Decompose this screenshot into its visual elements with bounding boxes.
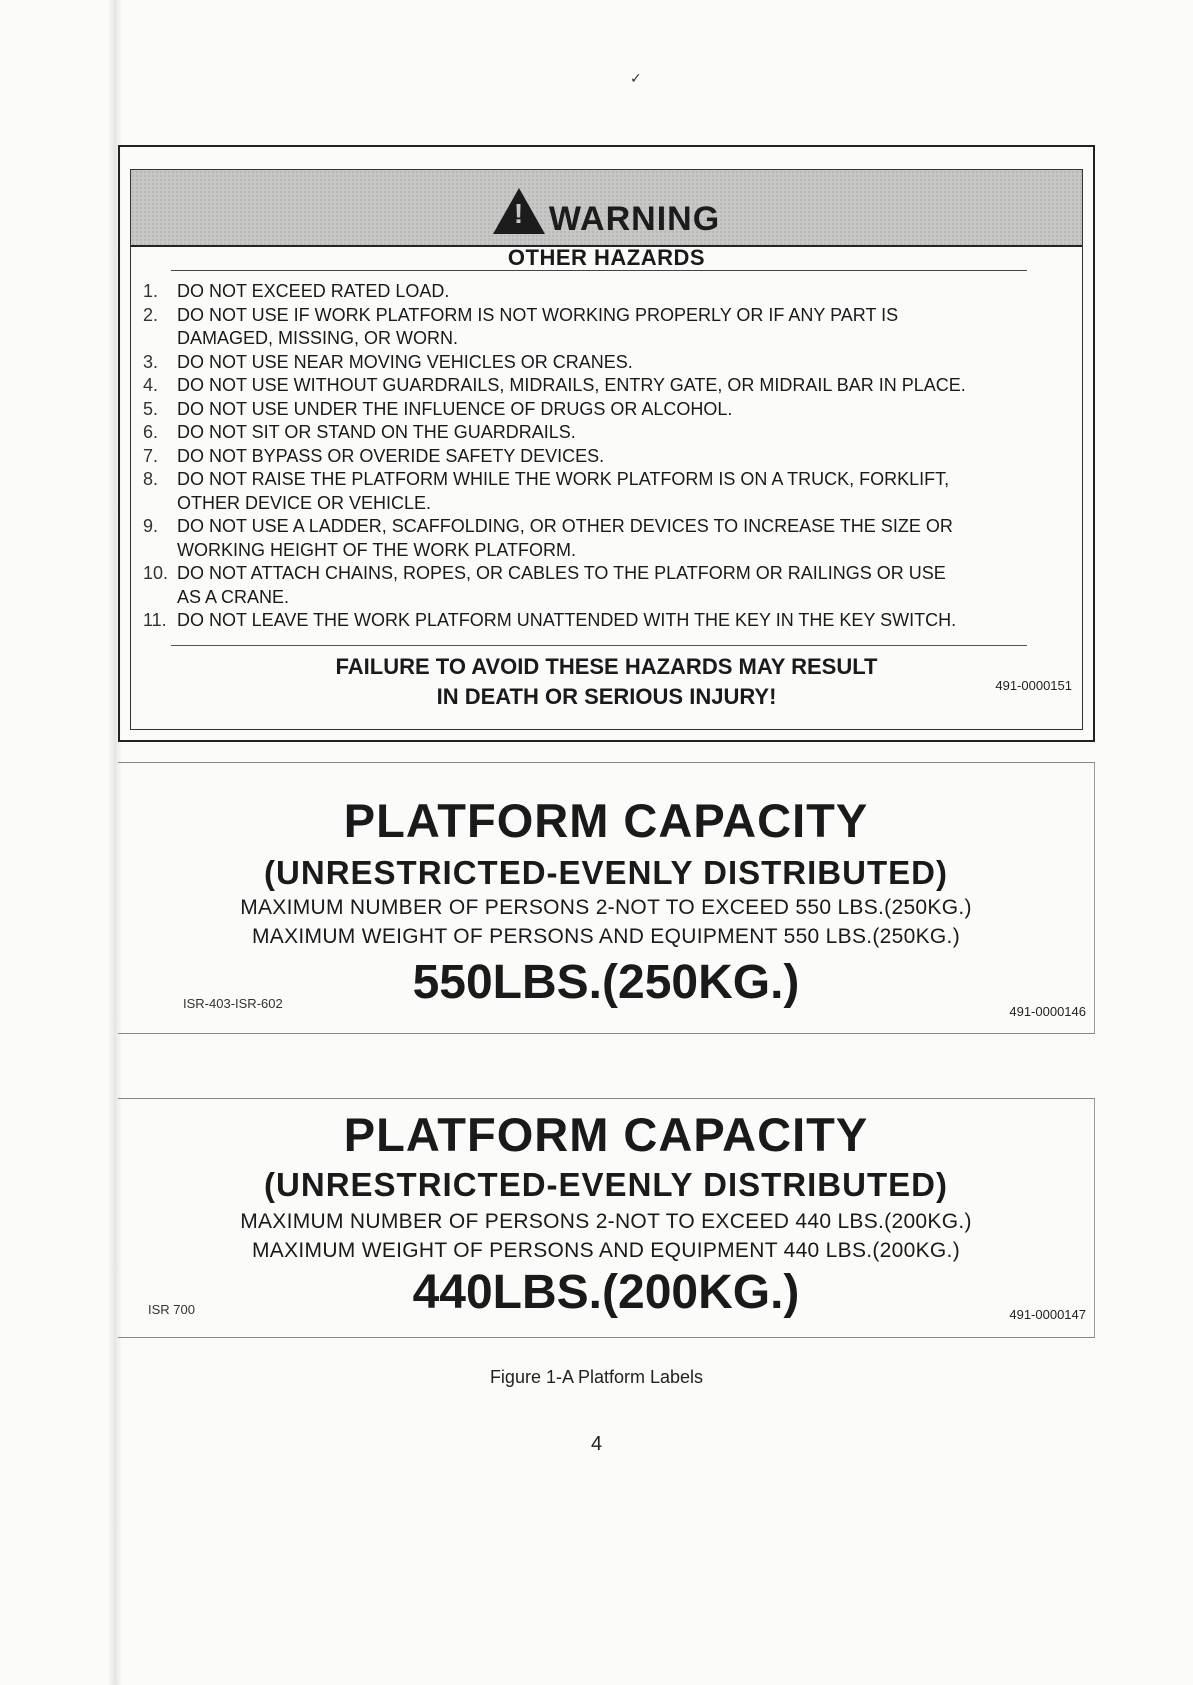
hazard-text: DO NOT ATTACH CHAINS, ROPES, OR CABLES TO THE PLATFORM OR RAILINGS OR USE [177, 563, 946, 583]
capacity-title: PLATFORM CAPACITY [343, 1108, 869, 1161]
capacity-label-550 [118, 762, 1095, 1034]
figure-caption: Figure 1-A Platform Labels [489, 1367, 704, 1387]
capacity-rating: 550LBS.(250KG.) [412, 956, 800, 1009]
scan-mark: ✓ [630, 70, 642, 86]
hazard-number: 8. [143, 469, 159, 489]
hazards-list [143, 280, 1052, 633]
capacity-part-number: 491-0000146 [1009, 1004, 1086, 1019]
hazard-item [143, 492, 1052, 516]
hazard-text: DO NOT USE UNDER THE INFLUENCE OF DRUGS OR ALCOHOL. [177, 398, 733, 419]
hazard-text: DO NOT EXCEED RATED LOAD. [177, 281, 450, 301]
page-number: 4 [590, 1433, 603, 1455]
hazard-number: 11. [143, 610, 167, 630]
hazard-text: OTHER DEVICE OR VEHICLE. [177, 492, 432, 513]
hazard-number [143, 586, 177, 610]
hazard-item [143, 421, 1052, 445]
hazard-item [143, 515, 1052, 539]
capacity-subtitle: (UNRESTRICTED-EVENLY DISTRIBUTED) [264, 854, 948, 891]
failure-warning [131, 652, 1082, 712]
capacity-model-code: ISR-403-ISR-602 [183, 996, 283, 1011]
hazard-text: DO NOT SIT OR STAND ON THE GUARDRAILS. [177, 422, 576, 442]
capacity-label-440 [118, 1098, 1095, 1338]
hazard-text: DO NOT BYPASS OR OVERIDE SAFETY DEVICES. [177, 445, 605, 466]
hazard-item [143, 468, 1052, 492]
warning-part-number: 491-0000151 [995, 678, 1072, 693]
capacity-model-code: ISR 700 [148, 1302, 195, 1317]
failure-warning-line2: IN DEATH OR SERIOUS INJURY! [436, 684, 777, 709]
hazard-number: 3. [143, 351, 159, 372]
capacity-title: PLATFORM CAPACITY [343, 794, 869, 847]
warning-banner-heading [131, 188, 1082, 239]
hazard-number: 7. [143, 445, 159, 466]
hazard-number: 9. [143, 516, 159, 536]
warning-banner [131, 170, 1082, 247]
hazard-text: DO NOT USE WITHOUT GUARDRAILS, MIDRAILS, ENTRY GATE, OR MIDRAIL BAR IN PLACE. [177, 375, 966, 395]
warning-label [118, 145, 1095, 742]
hazard-number: 4. [143, 375, 159, 395]
capacity-subtitle: (UNRESTRICTED-EVENLY DISTRIBUTED) [264, 1166, 948, 1203]
hazard-item [143, 398, 1052, 422]
hazard-text: DO NOT USE NEAR MOVING VEHICLES OR CRANES. [177, 351, 633, 372]
capacity-max-weight: MAXIMUM WEIGHT OF PERSONS AND EQUIPMENT 440 LBS.(200KG.) [251, 1239, 960, 1262]
hazard-number [143, 327, 177, 351]
hazard-item [143, 374, 1052, 398]
capacity-max-persons: MAXIMUM NUMBER OF PERSONS 2-NOT TO EXCEED 550 LBS.(250KG.) [240, 896, 972, 919]
hazard-item [143, 586, 1052, 610]
hazards-heading: OTHER HAZARDS [507, 245, 706, 270]
warning-word: WARNING [548, 200, 721, 238]
hazard-number: 10. [143, 563, 169, 583]
hazard-item [143, 304, 1052, 328]
warning-label-inner [130, 169, 1083, 730]
hazard-text: DO NOT RAISE THE PLATFORM WHILE THE WORK PLATFORM IS ON A TRUCK, FORKLIFT, [177, 469, 950, 489]
hazard-item [143, 562, 1052, 586]
hazard-item [143, 351, 1052, 375]
hazard-text: AS A CRANE. [177, 586, 290, 607]
capacity-rating: 440LBS.(200KG.) [412, 1266, 800, 1319]
capacity-part-number: 491-0000147 [1009, 1307, 1086, 1322]
hazard-item [143, 539, 1052, 563]
hazard-item [143, 280, 1052, 304]
warning-triangle-icon: ! [493, 188, 545, 234]
hazards-divider-top [171, 270, 1027, 271]
hazard-number: 5. [143, 398, 159, 419]
hazard-number: 1. [143, 281, 159, 301]
hazard-item [143, 609, 1052, 633]
hazard-number: 2. [143, 304, 159, 325]
hazard-text: DO NOT LEAVE THE WORK PLATFORM UNATTENDED WITH THE KEY IN THE KEY SWITCH. [177, 610, 957, 630]
hazard-number [143, 492, 177, 516]
hazard-number [143, 539, 177, 563]
hazard-item [143, 445, 1052, 469]
failure-warning-line1: FAILURE TO AVOID THESE HAZARDS MAY RESULT [335, 654, 878, 679]
hazard-text: DO NOT USE A LADDER, SCAFFOLDING, OR OTHER DEVICES TO INCREASE THE SIZE OR [177, 516, 953, 536]
capacity-max-weight: MAXIMUM WEIGHT OF PERSONS AND EQUIPMENT 550 LBS.(250KG.) [251, 925, 960, 948]
hazard-text: DO NOT USE IF WORK PLATFORM IS NOT WORKING PROPERLY OR IF ANY PART IS [177, 304, 899, 325]
hazard-text: WORKING HEIGHT OF THE WORK PLATFORM. [177, 539, 577, 560]
hazard-text: DAMAGED, MISSING, OR WORN. [177, 328, 459, 348]
capacity-max-persons: MAXIMUM NUMBER OF PERSONS 2-NOT TO EXCEED 440 LBS.(200KG.) [240, 1210, 972, 1233]
hazards-divider-bottom [171, 645, 1027, 646]
hazard-number: 6. [143, 422, 159, 442]
hazard-item [143, 327, 1052, 351]
